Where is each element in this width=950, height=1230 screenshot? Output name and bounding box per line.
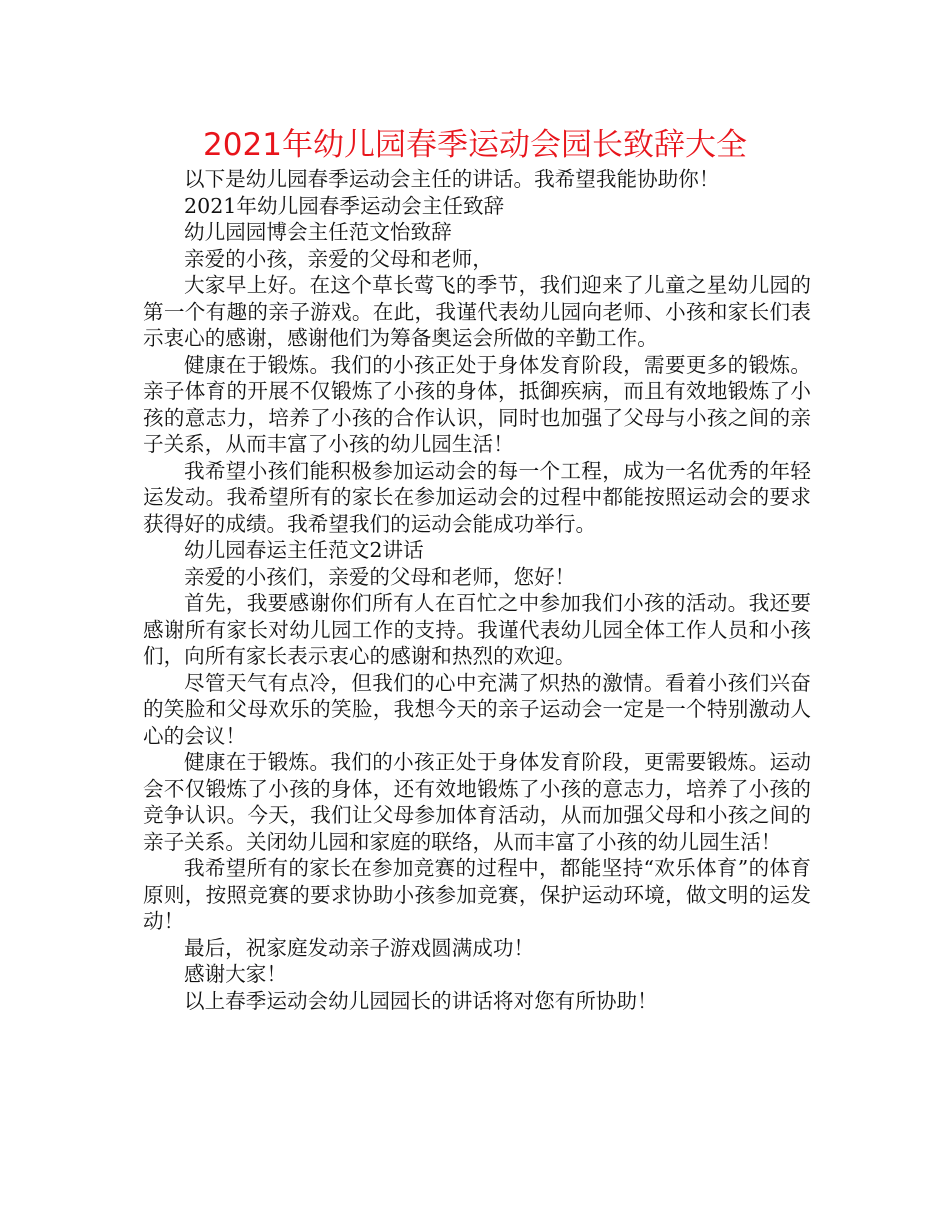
paragraph-outro: 以上春季运动会幼儿园园长的讲话将对您有所协助！: [184, 988, 658, 1013]
paragraph-body: 大家早上好。在这个草长莺飞的季节，我们迎来了儿童之星幼儿园的第一个有趣的亲子游戏。在此，我谨代表幼儿园向老师、小孩和家长们表示衷心的感谢，感谢他们为筹备奥运会所做的辛勤工作。: [143, 273, 811, 350]
paragraph-body: 首先，我要感谢你们所有人在百忙之中参加我们小孩的活动。我还要感谢所有家长对幼儿园工作的支持。我谨代表幼儿园全体工作人员和小孩们，向所有家长表示衷心的感谢和热烈的欢迎。: [143, 591, 811, 668]
paragraph-intro: 以下是幼儿园春季运动会主任的讲话。我希望我能协助你！: [184, 167, 720, 191]
paragraph-subtitle-3: 幼儿园春运主任范文2讲话: [184, 538, 424, 562]
paragraph-subtitle-1: 2021年幼儿园春季运动会主任致辞: [184, 193, 505, 218]
document-title: 2021年幼儿园春季运动会园长致辞大全: [203, 127, 747, 163]
paragraph-greeting-2: 亲爱的小孩们，亲爱的父母和老师，您好！: [184, 564, 576, 589]
paragraph-body: 我希望所有的家长在参加竞赛的过程中，都能坚持“欢乐体育”的体育原则，按照竞赛的要求协助小孩参加竞赛，保护运动环境，做文明的运发动！: [143, 856, 811, 933]
paragraph-thanks: 感谢大家！: [184, 962, 287, 986]
paragraph-greeting-1: 亲爱的小孩，亲爱的父母和老师，: [184, 246, 493, 271]
paragraph-closing: 最后，祝家庭发动亲子游戏圆满成功！: [184, 935, 535, 960]
paragraph-body: 尽管天气有点冷，但我们的心中充满了炽热的激情。看着小孩们兴奋的笑脸和父母欢乐的笑脸，我想今天的亲子运动会一定是一个特别激动人心的会议！: [143, 670, 811, 748]
paragraph-body: 我希望小孩们能积极参加运动会的每一个工程，成为一名优秀的年轻运发动。我希望所有的家长在参加运动会的过程中都能按照运动会的要求获得好的成绩。我希望我们的运动会能成功举行。: [143, 458, 811, 536]
document-body: [143, 166, 811, 1014]
paragraph-body: 健康在于锻炼。我们的小孩正处于身体发育阶段，更需要锻炼。运动会不仅锻炼了小孩的身体，还有效地锻炼了小孩的意志力，培养了小孩的竞争认识。今天，我们让父母参加体育活动，从而加强父母和小孩之间的亲子关系。关闭幼儿园和家庭的联络，从而丰富了小孩的幼儿园生活！: [143, 750, 811, 854]
paragraph-subtitle-2: 幼儿园园博会主任范文怡致辞: [184, 220, 452, 244]
paragraph-body: 健康在于锻炼。我们的小孩正处于身体发育阶段，需要更多的锻炼。亲子体育的开展不仅锻炼了小孩的身体，抵御疾病，而且有效地锻炼了小孩的意志力，培养了小孩的合作认识，同时也加强了父母与小孩之间的亲子关系，从而丰富了小孩的幼儿园生活！: [143, 352, 811, 456]
